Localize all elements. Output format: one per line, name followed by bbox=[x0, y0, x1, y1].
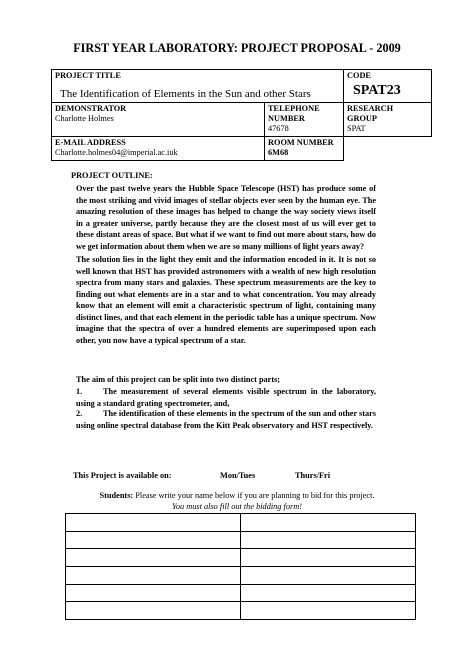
email-value: Charlotte.holmes04@imperial.ac.iuk bbox=[55, 148, 178, 157]
telephone-value: 47678 bbox=[268, 124, 289, 133]
name-cell[interactable] bbox=[241, 566, 416, 584]
research-group-cell bbox=[344, 103, 432, 137]
demonstrator-value: Charlotte Holmes bbox=[55, 114, 114, 123]
name-cell[interactable] bbox=[66, 549, 241, 567]
demonstrator-label: DEMONSTRATOR bbox=[55, 104, 127, 113]
table-row bbox=[66, 584, 416, 602]
aim-text: The aim of this project can be split into two distinct parts; bbox=[76, 375, 281, 384]
list-item-2-text: The identification of these elements in the spectrum of the sun and other stars using online spectral database from the Kitt Peak observatory and HST respectively. bbox=[76, 409, 376, 430]
code-label: CODE bbox=[347, 71, 371, 80]
name-cell[interactable] bbox=[66, 602, 241, 620]
room-label: ROOM NUMBER bbox=[268, 138, 334, 147]
research-label-2: GROUP bbox=[347, 114, 377, 123]
telephone-cell bbox=[265, 103, 344, 137]
room-value: 6M68 bbox=[268, 148, 289, 157]
name-cell[interactable] bbox=[66, 514, 241, 532]
list-item-2-number: 2. bbox=[76, 409, 83, 418]
outline-heading: PROJECT OUTLINE: bbox=[71, 171, 153, 180]
list-item-1-text: The measurement of several elements visible spectrum in the laboratory, using a standard grating spectrometer, and, bbox=[76, 387, 376, 408]
name-cell[interactable] bbox=[241, 584, 416, 602]
research-label-1: RESEARCH bbox=[347, 104, 394, 113]
table-row bbox=[66, 602, 416, 620]
project-title-label: PROJECT TITLE bbox=[55, 71, 121, 80]
research-group-value: SPAT bbox=[347, 124, 366, 133]
list-item-1-block bbox=[76, 386, 376, 409]
email-cell bbox=[52, 137, 265, 161]
name-cell[interactable] bbox=[241, 514, 416, 532]
code-value: SPAT23 bbox=[353, 83, 401, 98]
availability-option-mon-tues: Mon/Tues bbox=[220, 471, 256, 480]
empty-cell bbox=[344, 137, 432, 161]
telephone-label-1: TELEPHONE bbox=[268, 104, 320, 113]
students-label: Students: bbox=[99, 491, 134, 500]
outline-paragraph-2: The solution lies in the light they emit and the information encoded in it. It is not so well known that HST has provided astronomers with a wealth of new high resolution spectra from many stars and galaxies. These spectrum measurements are the key to finding out what elements are in a star and to what concentration. You may already know that an element will emit a characteristic spectrum of light, containing many distinct lines, and that each element in the periodic table has a unique spectrum. Now imagine that the spectra of over a hundred elements are superimposed upon each other, you now have a typical spectrum of a star. bbox=[76, 255, 376, 345]
demonstrator-cell bbox=[52, 103, 265, 137]
students-instruction: Please write your name below if you are planning to bid for this project. bbox=[135, 491, 375, 500]
students-instructions bbox=[0, 491, 474, 512]
availability-label: This Project is available on: bbox=[73, 471, 172, 480]
name-cell[interactable] bbox=[241, 602, 416, 620]
bidding-form-note: You must also fill out the bidding form! bbox=[172, 501, 302, 511]
name-cell[interactable] bbox=[66, 584, 241, 602]
name-cell[interactable] bbox=[241, 549, 416, 567]
name-cell[interactable] bbox=[241, 531, 416, 549]
table-row bbox=[66, 549, 416, 567]
name-cell[interactable] bbox=[66, 566, 241, 584]
room-cell bbox=[265, 137, 344, 161]
name-cell[interactable] bbox=[66, 531, 241, 549]
list-item-2 bbox=[76, 408, 376, 431]
table-row bbox=[66, 514, 416, 532]
table-row bbox=[66, 531, 416, 549]
telephone-label-2: NUMBER bbox=[268, 114, 305, 123]
email-label: E-MAIL ADDRESS bbox=[55, 138, 126, 147]
project-title-value: The Identification of Elements in the Sun and other Stars bbox=[60, 88, 311, 100]
outline-paragraph-1: Over the past twelve years the Hubble Space Telescope (HST) has produce some of the most striking and vivid images of stellar objects ever seen by the human eye. The amazing resolution of these images has helped to change the way society views itself in a greater universe, partly because they are the closest most of us will ever get to these distant areas of space. But what if we want to find out more about stars, how do we get information about them when we are so many millions of light years away? bbox=[76, 184, 376, 251]
project-header-table bbox=[51, 69, 432, 161]
code-cell bbox=[344, 70, 432, 103]
document-title: FIRST YEAR LABORATORY: PROJECT PROPOSAL - 2009 bbox=[73, 41, 401, 55]
student-names-table bbox=[65, 513, 416, 620]
project-title-cell bbox=[52, 70, 344, 103]
table-row bbox=[66, 566, 416, 584]
list-item-1-number: 1. bbox=[76, 387, 83, 396]
availability-option-thurs-fri: Thurs/Fri bbox=[295, 471, 331, 480]
